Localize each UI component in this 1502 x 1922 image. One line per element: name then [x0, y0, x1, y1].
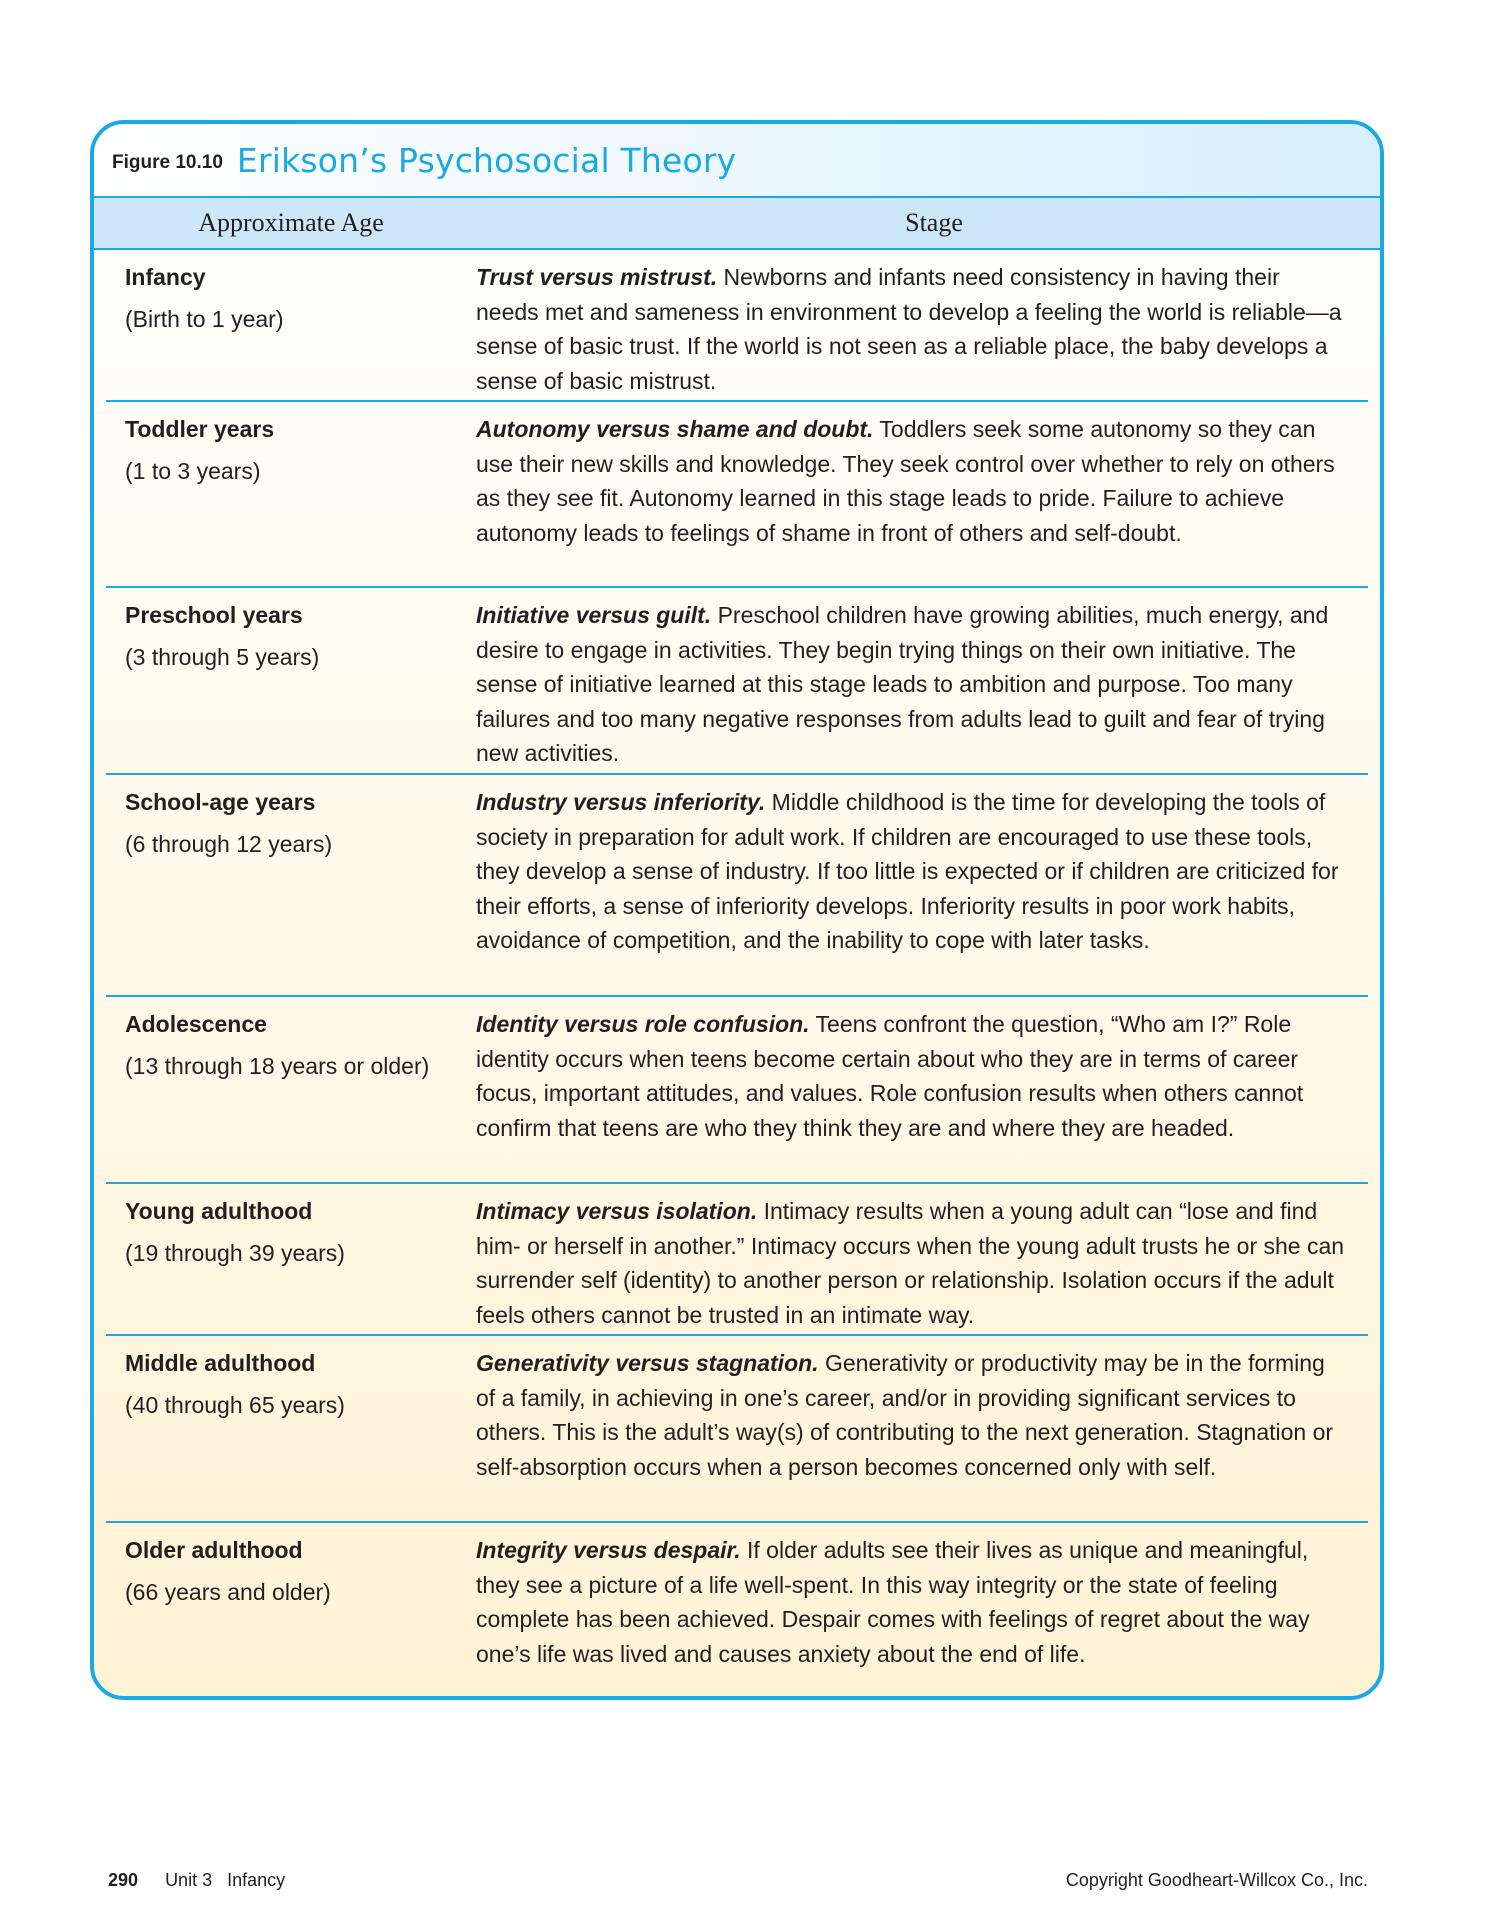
age-cell: [106, 1346, 476, 1521]
figure-label: Figure 10.10: [112, 152, 223, 173]
stage-name: Trust versus mistrust.: [476, 264, 718, 290]
age-cell: [106, 1194, 476, 1334]
table-row: [106, 588, 1368, 775]
stage-cell: [476, 1007, 1368, 1182]
age-name: Infancy: [125, 264, 206, 290]
age-cell: [106, 1007, 476, 1182]
figure-title: Erikson’s Psychosocial Theory: [236, 140, 737, 180]
age-cell: [106, 598, 476, 773]
stage-cell: [476, 598, 1368, 773]
stage-name: Identity versus role confusion.: [476, 1011, 810, 1037]
table-row: [106, 1336, 1368, 1523]
stage-name: Generativity versus stagnation.: [476, 1350, 819, 1376]
age-range: (13 through 18 years or older): [125, 1053, 430, 1079]
age-range: (19 through 39 years): [125, 1240, 345, 1266]
stage-description: If older adults see their lives as unique and meaningful, they see a picture of a life well-spent. In this way integrity or the state of feeling complete has been achieved. Despair comes with feelings of regret about the way one’s life was lived and causes anxiety about the end of life.: [476, 1537, 1310, 1667]
table-header: [94, 198, 1380, 250]
table-row: [106, 775, 1368, 997]
stage-description: Toddlers seek some autonomy so they can use their new skills and knowledge. They seek control over whether to rely on others as they see fit. Autonomy learned in this stage leads to pride. Failure to achieve autonomy leads to feelings of shame in front of others and self-doubt.: [476, 416, 1335, 546]
stage-description: Teens confront the question, “Who am I?” Role identity occurs when teens become certain about who they are in terms of career focus, important attitudes, and values. Role confusion results when others cannot confirm that teens are who they think they are and where they are headed.: [476, 1011, 1304, 1141]
age-name: Toddler years: [125, 416, 275, 442]
age-range: (3 through 5 years): [125, 644, 320, 670]
stage-name: Industry versus inferiority.: [476, 789, 766, 815]
stage-name: Integrity versus despair.: [476, 1537, 741, 1563]
header-stage: Stage: [905, 208, 963, 237]
stage-description: Generativity or productivity may be in the forming of a family, in achieving in one’s career, and/or in providing significant services to others. This is the adult’s way(s) of contributing to the next generation. Stagnation or self-absorption occurs when a person becomes concerned only with self.: [476, 1350, 1334, 1480]
table-row: [106, 1523, 1368, 1700]
age-cell: [106, 260, 476, 400]
age-range: (40 through 65 years): [125, 1392, 345, 1418]
age-name: Older adulthood: [125, 1537, 303, 1563]
age-name: School-age years: [125, 789, 316, 815]
age-range: (6 through 12 years): [125, 831, 333, 857]
age-name: Preschool years: [125, 602, 303, 628]
stage-cell: [476, 1533, 1368, 1700]
header-approximate-age: Approximate Age: [198, 208, 384, 237]
table-row: [106, 997, 1368, 1184]
section-label: Unit 3 Infancy: [165, 1870, 286, 1890]
page-number: 290: [108, 1870, 139, 1890]
stage-name: Initiative versus guilt.: [476, 602, 712, 628]
stage-description: Newborns and infants need consistency in having their needs met and sameness in environment to develop a feeling the world is reliable—a sense of basic trust. If the world is not seen as a reliable place, the baby develops a sense of basic mistrust.: [476, 264, 1342, 394]
table-row: [106, 250, 1368, 402]
stage-name: Autonomy versus shame and doubt.: [476, 416, 874, 442]
age-name: Adolescence: [125, 1011, 267, 1037]
stage-description: Intimacy results when a young adult can “lose and find him- or herself in another.” Intimacy occurs when the young adult trusts he or she can surrender self (identity) to another person or relationship. Isolation occurs if the adult feels others cannot be trusted in an intimate way.: [476, 1198, 1345, 1328]
table-row: [106, 402, 1368, 588]
stage-cell: [476, 1346, 1368, 1521]
copyright-notice: Copyright Goodheart-Willcox Co., Inc.: [1065, 1870, 1368, 1890]
figure-box: [90, 120, 1384, 1700]
stage-cell: [476, 260, 1368, 400]
age-range: (66 years and older): [125, 1579, 331, 1605]
age-range: (Birth to 1 year): [125, 306, 284, 332]
stage-cell: [476, 785, 1368, 995]
age-cell: [106, 1533, 476, 1700]
age-name: Young adulthood: [125, 1198, 313, 1224]
stage-cell: [476, 1194, 1368, 1334]
age-name: Middle adulthood: [125, 1350, 316, 1376]
table-row: [106, 1184, 1368, 1336]
figure-title-bar: [94, 124, 1380, 198]
age-cell: [106, 412, 476, 586]
stage-cell: [476, 412, 1368, 586]
stage-name: Intimacy versus isolation.: [476, 1198, 758, 1224]
age-range: (1 to 3 years): [125, 458, 261, 484]
stage-description: Preschool children have growing abilities, much energy, and desire to engage in activities. They begin trying things on their own initiative. The sense of initiative learned at this stage leads to ambition and purpose. Too many failures and too many negative responses from adults lead to guilt and fear of trying new activities.: [476, 602, 1329, 766]
stage-description: Middle childhood is the time for developing the tools of society in preparation for adult work. If children are encouraged to use these tools, they develop a sense of industry. If too little is expected or if children are criticized for their efforts, a sense of inferiority develops. Inferiority results in poor work habits, avoidance of competition, and the inability to cope with later tasks.: [476, 789, 1339, 953]
page-footer: [108, 1870, 1368, 1891]
age-cell: [106, 785, 476, 995]
